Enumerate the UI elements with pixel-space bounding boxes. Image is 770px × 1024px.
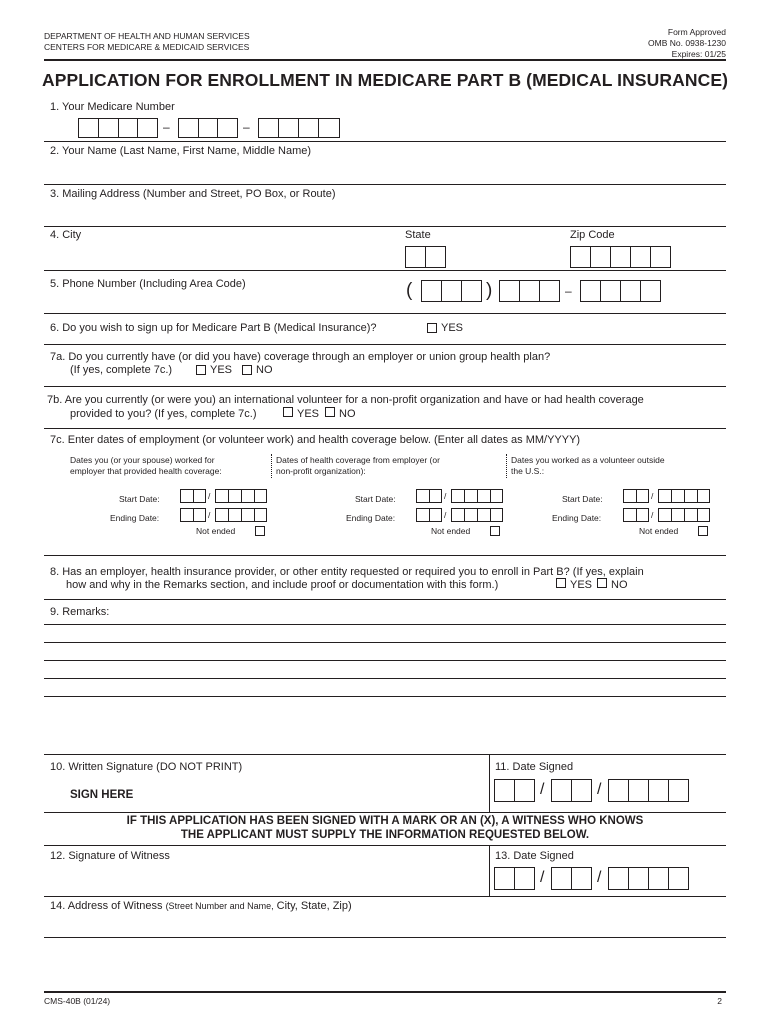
col1-end-month[interactable] (180, 508, 206, 522)
q7a-no-label: NO (256, 364, 273, 376)
q7b-yes-label: YES (297, 408, 320, 420)
form-id: CMS-40B (01/24) (44, 996, 111, 1006)
footer-rule (44, 991, 726, 993)
q13-slash-2: / (597, 869, 602, 886)
state-field[interactable] (405, 246, 446, 268)
q14-label-main: 14. Address of Witness (50, 900, 163, 912)
col2-start-year[interactable] (451, 489, 503, 503)
signature-field[interactable] (140, 778, 480, 808)
agency-line-1: DEPARTMENT OF HEALTH AND HUMAN SERVICES (44, 31, 250, 41)
col2-not-ended-label: Not ended (431, 526, 471, 536)
q13-month[interactable] (494, 867, 535, 890)
q1-label: 1. Your Medicare Number (50, 101, 175, 113)
remarks-line-4 (44, 678, 726, 679)
q7b-line2: provided to you? (If yes, complete 7c.) (70, 408, 257, 420)
col3-end-month[interactable] (623, 508, 649, 522)
medicare-dash-1: – (163, 120, 170, 134)
q11-day[interactable] (551, 779, 592, 802)
q7a-yes-label: YES (210, 364, 233, 376)
q7b-no-label: NO (339, 408, 356, 420)
rule-q7b (44, 428, 726, 429)
col2-start-slash: / (444, 491, 447, 501)
phone-line-field[interactable] (580, 280, 661, 302)
col2-end-slash: / (444, 510, 447, 520)
col3-start-label: Start Date: (562, 494, 603, 504)
q13-year[interactable] (608, 867, 689, 890)
q13-day[interactable] (551, 867, 592, 890)
q3-label: 3. Mailing Address (Number and Street, PO Box, or Route) (50, 188, 336, 200)
col1-end-slash: / (208, 510, 211, 520)
form-approved: Form Approved (667, 27, 726, 37)
q11-month[interactable] (494, 779, 535, 802)
q13-slash-1: / (540, 869, 545, 886)
col-divider-1 (271, 454, 272, 478)
q7b-line1: 7b. Are you currently (or were you) an international volunteer for a non-profit organization and have or had health coverage (47, 394, 644, 406)
rule-q5 (44, 313, 726, 314)
medicare-number-part1[interactable] (78, 118, 158, 138)
agency-name (44, 31, 250, 53)
col1-start-year[interactable] (215, 489, 267, 503)
q4-label: 4. City (50, 229, 82, 241)
q8-yes-label: YES (570, 579, 593, 591)
q13-label: 13. Date Signed (495, 850, 574, 862)
q6-yes-checkbox[interactable] (427, 323, 437, 333)
rule-q1 (44, 141, 726, 142)
col2-end-month[interactable] (416, 508, 442, 522)
col3-end-year[interactable] (658, 508, 710, 522)
q7c-col2-line2: non-profit organization): (276, 466, 366, 476)
q11-slash-1: / (540, 781, 545, 798)
col3-start-year[interactable] (658, 489, 710, 503)
q7c-col3-line1: Dates you worked as a volunteer outside (511, 455, 665, 465)
col2-not-ended-checkbox[interactable] (490, 526, 500, 536)
col2-end-label: Ending Date: (346, 513, 396, 523)
q10-label: 10. Written Signature (DO NOT PRINT) (50, 761, 243, 773)
sign-here-label: SIGN HERE (70, 789, 134, 801)
q7c-col1-line2: employer that provided health coverage: (70, 466, 222, 476)
col1-start-slash: / (208, 491, 211, 501)
q11-label: 11. Date Signed (495, 761, 574, 773)
col1-start-label: Start Date: (119, 494, 160, 504)
col3-start-month[interactable] (623, 489, 649, 503)
witness-notice (0, 814, 770, 842)
phone-dash: – (565, 284, 572, 298)
name-field[interactable] (44, 158, 726, 183)
q11-slash-2: / (597, 781, 602, 798)
rule-q14 (44, 937, 726, 938)
q7a-line1: 7a. Do you currently have (or did you have) coverage through an employer or union group health plan? (50, 351, 551, 363)
col2-start-label: Start Date: (355, 494, 396, 504)
rule-q7c (44, 555, 726, 556)
q2-label: 2. Your Name (Last Name, First Name, Middle Name) (50, 145, 312, 157)
col1-not-ended-checkbox[interactable] (255, 526, 265, 536)
col3-end-slash: / (651, 510, 654, 520)
q7c-label: 7c. Enter dates of employment (or volunteer work) and health coverage below. (Enter all dates as MM/YYYY) (50, 434, 581, 446)
witness-notice-line1: IF THIS APPLICATION HAS BEEN SIGNED WITH A MARK OR AN (X), A WITNESS WHO KNOWS (126, 815, 644, 827)
expiry-date: Expires: 01/25 (671, 49, 726, 59)
rule-signature-top (44, 754, 726, 755)
q7c-col3-line2: the U.S.: (511, 466, 545, 476)
witness-notice-line2: THE APPLICANT MUST SUPPLY THE INFORMATION REQUESTED BELOW. (180, 829, 590, 841)
remarks-field[interactable] (44, 620, 726, 698)
witness-address-field[interactable] (44, 914, 726, 936)
col3-end-label: Ending Date: (552, 513, 602, 523)
col1-start-month[interactable] (180, 489, 206, 503)
omb-number: OMB No. 0938-1230 (648, 38, 726, 48)
rule-witness-bottom (44, 896, 726, 897)
rule-q4 (44, 270, 726, 271)
zip-label: Zip Code (570, 229, 615, 241)
q8-yes-checkbox[interactable] (556, 578, 566, 588)
q7c-col3-heading (511, 455, 665, 477)
q7a-yes-checkbox[interactable] (196, 365, 206, 375)
medicare-number-part3[interactable] (258, 118, 340, 138)
area-code-open-paren: ( (406, 280, 413, 301)
col1-not-ended-label: Not ended (196, 526, 236, 536)
rule-q6 (44, 344, 726, 345)
omb-info (648, 27, 726, 60)
q7c-col2-line1: Dates of health coverage from employer (or (276, 455, 440, 465)
remarks-line-5 (44, 696, 726, 697)
col-divider-2 (506, 454, 507, 478)
medicare-number-part2[interactable] (178, 118, 238, 138)
witness-divider (489, 845, 490, 896)
q14-label-small: (Street Number and Name, (165, 901, 274, 911)
q12-label: 12. Signature of Witness (50, 850, 170, 862)
col3-not-ended-checkbox[interactable] (698, 526, 708, 536)
remarks-line-3 (44, 660, 726, 661)
q7b-no-checkbox[interactable] (325, 407, 335, 417)
header-rule (44, 59, 726, 61)
rule-q3 (44, 226, 726, 227)
q5-label: 5. Phone Number (Including Area Code) (50, 278, 246, 290)
area-code-close-paren: ) (486, 280, 493, 301)
q7c-col1-line1: Dates you (or your spouse) worked for (70, 455, 215, 465)
col3-start-slash: / (651, 491, 654, 501)
col2-start-month[interactable] (416, 489, 442, 503)
witness-signature-field[interactable] (50, 866, 480, 892)
q7b-yes-checkbox[interactable] (283, 407, 293, 417)
remarks-line-2 (44, 642, 726, 643)
q14-label (50, 900, 352, 912)
city-field[interactable] (70, 245, 390, 267)
col2-end-year[interactable] (451, 508, 503, 522)
q8-line2: how and why in the Remarks section, and include proof or documentation with this form.) (66, 579, 499, 591)
phone-prefix-field[interactable] (499, 280, 560, 302)
rule-q7a (44, 386, 726, 387)
area-code-field[interactable] (421, 280, 482, 302)
q8-no-label: NO (611, 579, 628, 591)
q11-year[interactable] (608, 779, 689, 802)
col1-end-label: Ending Date: (110, 513, 160, 523)
zip-field[interactable] (570, 246, 671, 268)
q7c-col2-heading (276, 455, 440, 477)
q14-label-rest: City, State, Zip) (273, 900, 352, 912)
col1-end-year[interactable] (215, 508, 267, 522)
signature-divider (489, 754, 490, 812)
q9-label: 9. Remarks: (50, 606, 110, 618)
q6-label: 6. Do you wish to sign up for Medicare Part B (Medical Insurance)? (50, 322, 377, 334)
rule-signature-bottom (44, 812, 726, 813)
agency-line-2: CENTERS FOR MEDICARE & MEDICAID SERVICES (44, 42, 250, 52)
remarks-line-1 (44, 624, 726, 625)
form-title: APPLICATION FOR ENROLLMENT IN MEDICARE PART B (MEDICAL INSURANCE) (41, 70, 729, 90)
page-number: 2 (717, 996, 722, 1006)
q6-yes-label: YES (441, 322, 464, 334)
mailing-address-field[interactable] (44, 201, 726, 225)
q8-no-checkbox[interactable] (597, 578, 607, 588)
col3-not-ended-label: Not ended (639, 526, 679, 536)
q7a-no-checkbox[interactable] (242, 365, 252, 375)
rule-q2 (44, 184, 726, 185)
q7a-line2: (If yes, complete 7c.) (70, 364, 173, 376)
q8-line1: 8. Has an employer, health insurance provider, or other entity requested or required you to enroll in Part B? (If yes, explain (50, 566, 644, 578)
rule-q8 (44, 599, 726, 600)
state-label: State (405, 229, 431, 241)
rule-witness-top (44, 845, 726, 846)
q7c-col1-heading (70, 455, 222, 477)
medicare-dash-2: – (243, 120, 250, 134)
